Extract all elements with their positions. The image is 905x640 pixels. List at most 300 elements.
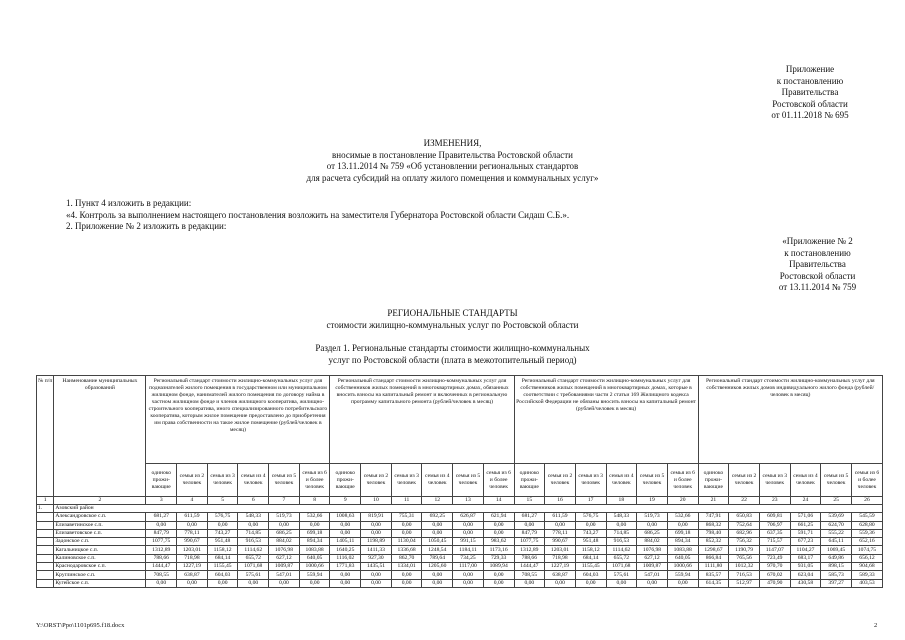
appendix-line: Приложение bbox=[785, 64, 835, 74]
value-cell: 991,15 bbox=[453, 538, 484, 546]
value-cell: 1050,45 bbox=[422, 538, 453, 546]
value-cell: 645,11 bbox=[821, 538, 852, 546]
value-cell: 640,05 bbox=[299, 554, 330, 562]
column-number: 2 bbox=[54, 497, 146, 505]
section-line: Раздел 1. Региональные стандарты стоимости жилищно-коммунальных bbox=[315, 343, 590, 353]
changes-line: вносимые в постановление Правительства Ростовской области bbox=[332, 149, 573, 160]
page-number: 2 bbox=[874, 622, 878, 629]
column-number: 18 bbox=[606, 497, 637, 505]
value-cell: 778,11 bbox=[177, 529, 208, 537]
value-cell: 576,75 bbox=[207, 513, 238, 521]
value-cell: 640,05 bbox=[667, 554, 698, 562]
value-cell: 548,33 bbox=[606, 513, 637, 521]
value-cell: 0,00 bbox=[667, 521, 698, 529]
value-cell: 931,05 bbox=[790, 563, 821, 571]
value-cell: 699,18 bbox=[667, 529, 698, 537]
value-cell: 1184,11 bbox=[453, 546, 484, 554]
value-cell: 0,00 bbox=[177, 579, 208, 587]
value-cell: 1248,54 bbox=[422, 546, 453, 554]
row-no-cell bbox=[37, 554, 54, 562]
value-cell: 1173,16 bbox=[483, 546, 514, 554]
value-cell: 756,32 bbox=[729, 538, 760, 546]
municipality-name: Краснодаровское с.п. bbox=[54, 563, 146, 571]
table-row bbox=[37, 521, 883, 529]
value-cell: 1009,87 bbox=[637, 563, 668, 571]
column-number: 20 bbox=[667, 497, 698, 505]
value-cell: 684,14 bbox=[575, 554, 606, 562]
value-cell: 1198,89 bbox=[361, 538, 392, 546]
section-heading bbox=[0, 342, 905, 366]
value-cell: 1298,67 bbox=[698, 546, 729, 554]
sub-header-cell: семья из 4 человек bbox=[422, 464, 453, 497]
value-cell: 547,01 bbox=[637, 571, 668, 579]
column-number: 1 bbox=[37, 497, 54, 505]
value-cell: 0,00 bbox=[637, 579, 668, 587]
value-cell: 0,00 bbox=[575, 521, 606, 529]
value-cell: 555,22 bbox=[821, 529, 852, 537]
value-cell: 743,27 bbox=[207, 529, 238, 537]
value-cell: 0,00 bbox=[453, 521, 484, 529]
value-cell: 0,00 bbox=[361, 529, 392, 537]
value-cell: 591,71 bbox=[790, 529, 821, 537]
appendix-line: Правительства bbox=[781, 87, 839, 97]
column-number: 13 bbox=[453, 497, 484, 505]
sub-header-cell: семья из 3 человек bbox=[575, 464, 606, 497]
value-cell: 470,90 bbox=[759, 579, 790, 587]
value-cell: 624,70 bbox=[821, 521, 852, 529]
value-cell: 970,70 bbox=[759, 563, 790, 571]
value-cell: 559,94 bbox=[667, 571, 698, 579]
value-cell: 1008,63 bbox=[330, 513, 361, 521]
value-cell: 718,98 bbox=[545, 554, 576, 562]
value-cell: 866,84 bbox=[698, 554, 729, 562]
changes-line: для расчета субсидий на оплату жилого помещения и коммунальных услуг» bbox=[306, 172, 599, 183]
value-cell: 1076,98 bbox=[637, 546, 668, 554]
sub-header-cell: семья из 2 человек bbox=[177, 464, 208, 497]
value-cell: 0,00 bbox=[207, 521, 238, 529]
column-number: 10 bbox=[361, 497, 392, 505]
value-cell: 951,48 bbox=[575, 538, 606, 546]
group-header-row bbox=[37, 376, 883, 464]
sub-header-cell: одиноко прожи-вающие bbox=[514, 464, 545, 497]
value-cell: 677,23 bbox=[790, 538, 821, 546]
municipality-name: Александровское с.п. bbox=[54, 513, 146, 521]
value-cell: 715,57 bbox=[759, 538, 790, 546]
value-cell: 397,27 bbox=[821, 579, 852, 587]
sub-header-cell: семья из 3 человек bbox=[759, 464, 790, 497]
table-row bbox=[37, 546, 883, 554]
value-cell: 1444,47 bbox=[514, 563, 545, 571]
value-cell: 0,00 bbox=[146, 521, 177, 529]
value-cell: 1077,75 bbox=[146, 538, 177, 546]
value-cell: 575,61 bbox=[238, 571, 269, 579]
sub-header-cell: семья из 2 человек bbox=[361, 464, 392, 497]
row-no-cell bbox=[37, 563, 54, 571]
column-number: 4 bbox=[177, 497, 208, 505]
value-cell: 661,25 bbox=[790, 521, 821, 529]
value-cell: 0,00 bbox=[422, 529, 453, 537]
value-cell: 539,69 bbox=[821, 513, 852, 521]
column-number: 19 bbox=[637, 497, 668, 505]
value-cell: 898,15 bbox=[821, 563, 852, 571]
value-cell: 1111,80 bbox=[698, 563, 729, 571]
table-row bbox=[37, 563, 883, 571]
value-cell: 1771,83 bbox=[330, 563, 361, 571]
value-cell: 708,55 bbox=[146, 571, 177, 579]
value-cell: 519,73 bbox=[637, 513, 668, 521]
value-cell: 904,68 bbox=[851, 563, 882, 571]
sub-header-row bbox=[37, 464, 883, 497]
value-cell: 1336,68 bbox=[391, 546, 422, 554]
value-cell: 532,66 bbox=[667, 513, 698, 521]
value-cell: 686,25 bbox=[269, 529, 300, 537]
value-cell: 706,97 bbox=[759, 521, 790, 529]
value-cell: 559,36 bbox=[851, 529, 882, 537]
column-number: 22 bbox=[729, 497, 760, 505]
value-cell: 983,62 bbox=[483, 538, 514, 546]
value-cell: 1190,79 bbox=[729, 546, 760, 554]
value-cell: 1083,88 bbox=[299, 546, 330, 554]
value-cell: 847,79 bbox=[514, 529, 545, 537]
value-cell: 559,94 bbox=[299, 571, 330, 579]
footer-path: Y:\ORST\Ppo\1101p695.f18.docx bbox=[36, 622, 125, 629]
value-cell: 884,02 bbox=[269, 538, 300, 546]
value-cell: 990,67 bbox=[545, 538, 576, 546]
value-cell: 0,00 bbox=[330, 521, 361, 529]
value-cell: 1069,45 bbox=[821, 546, 852, 554]
value-cell: 789,64 bbox=[422, 554, 453, 562]
value-cell: 512,97 bbox=[729, 579, 760, 587]
value-cell: 683,17 bbox=[790, 554, 821, 562]
appendix-line: к постановлению bbox=[776, 75, 844, 86]
column-number: 25 bbox=[821, 497, 852, 505]
value-cell: 589,33 bbox=[851, 571, 882, 579]
value-cell: 0,00 bbox=[453, 571, 484, 579]
value-cell: 609,81 bbox=[759, 513, 790, 521]
row-no-cell bbox=[37, 579, 54, 587]
value-cell: 1000,66 bbox=[667, 563, 698, 571]
sub-header-cell: семья из 5 человек bbox=[453, 464, 484, 497]
group-header: Региональный стандарт стоимости жилищно-коммунальных услуг для подназнателей жилого помещения в государственном или муниципальном жилищном фонде, нанимателей жилого помещения по договору найма в частном жилищном фонде и членов жилищного кооператива, жилищно-строительного кооператива, иного специализированного потребительского кооператива, которым жилое помещение предоставлено до приобретения им права собственности на такое жилое помещение (рублей/человек в месяц) bbox=[146, 376, 330, 464]
value-cell: 655,72 bbox=[606, 554, 637, 562]
column-number: 14 bbox=[483, 497, 514, 505]
row-no-cell bbox=[37, 571, 54, 579]
appendix2-line: от 13.11.2014 № 759 bbox=[778, 282, 857, 292]
header-name: Наименование муниципальных образований bbox=[54, 376, 146, 497]
column-number: 16 bbox=[545, 497, 576, 505]
column-number-row bbox=[37, 497, 883, 505]
value-cell: 0,00 bbox=[422, 521, 453, 529]
value-cell: 670,02 bbox=[759, 571, 790, 579]
value-cell: 0,00 bbox=[483, 571, 514, 579]
value-cell: 708,55 bbox=[514, 571, 545, 579]
value-cell: 692,25 bbox=[422, 513, 453, 521]
value-cell: 1155,45 bbox=[207, 563, 238, 571]
column-number: 24 bbox=[790, 497, 821, 505]
standards-subtitle: стоимости жилищно-коммунальных услуг по Ростовской области bbox=[326, 320, 579, 330]
value-cell: 0,00 bbox=[269, 579, 300, 587]
value-cell: 0,00 bbox=[422, 579, 453, 587]
appendix2-block bbox=[760, 236, 875, 294]
value-cell: 0,00 bbox=[330, 579, 361, 587]
value-cell: 611,59 bbox=[177, 513, 208, 521]
value-cell: 547,01 bbox=[269, 571, 300, 579]
value-cell: 1130,04 bbox=[391, 538, 422, 546]
standards-title: РЕГИОНАЛЬНЫЕ СТАНДАРТЫ bbox=[387, 308, 518, 318]
value-cell: 1334,01 bbox=[391, 563, 422, 571]
value-cell: 916,53 bbox=[238, 538, 269, 546]
value-cell: 626,87 bbox=[453, 513, 484, 521]
municipality-name: Кугейское с.п. bbox=[54, 579, 146, 587]
value-cell: 1444,47 bbox=[146, 563, 177, 571]
sub-header-cell: семья из 6 и более человек bbox=[667, 464, 698, 497]
header-no: № п/п bbox=[37, 376, 54, 497]
appendix2-line: «Приложение № 2 bbox=[782, 236, 853, 246]
value-cell: 927,30 bbox=[361, 554, 392, 562]
section-line: услуг по Ростовской области (плата в межотопительный период) bbox=[328, 355, 577, 365]
row-no-cell bbox=[37, 521, 54, 529]
sub-header-cell: семья из 6 и более человек bbox=[483, 464, 514, 497]
group-header: Региональный стандарт стоимости жилищно-коммунальных услуг для собственников жилых помещений в многоквартирных домах, обязанных вносить взносы на капитальный ремонт и включенных в региональную программу капитального ремонта (рублей/человек в месяц) bbox=[330, 376, 514, 464]
value-cell: 637,35 bbox=[759, 529, 790, 537]
value-cell: 575,61 bbox=[606, 571, 637, 579]
sub-header-cell: одиноко прожи-вающие bbox=[330, 464, 361, 497]
value-cell: 628,80 bbox=[851, 521, 882, 529]
value-cell: 0,00 bbox=[361, 521, 392, 529]
value-cell: 1116,02 bbox=[330, 554, 361, 562]
value-cell: 798,40 bbox=[698, 529, 729, 537]
value-cell: 430,58 bbox=[790, 579, 821, 587]
value-cell: 0,00 bbox=[330, 529, 361, 537]
column-number: 21 bbox=[698, 497, 729, 505]
value-cell: 614,35 bbox=[698, 579, 729, 587]
value-cell: 755,31 bbox=[391, 513, 422, 521]
sub-header-cell: семья из 5 человек bbox=[637, 464, 668, 497]
value-cell: 723,49 bbox=[759, 554, 790, 562]
appendix2-line: Правительства bbox=[789, 259, 846, 269]
changes-block bbox=[0, 138, 905, 184]
sub-header-cell: семья из 6 и более человек bbox=[851, 464, 882, 497]
row-no-cell bbox=[37, 513, 54, 521]
value-cell: 0,00 bbox=[483, 579, 514, 587]
value-cell: 0,00 bbox=[238, 579, 269, 587]
value-cell: 621,94 bbox=[483, 513, 514, 521]
value-cell: 682,96 bbox=[729, 529, 760, 537]
value-cell: 835,57 bbox=[698, 571, 729, 579]
value-cell: 519,73 bbox=[269, 513, 300, 521]
sub-header-cell: семья из 2 человек bbox=[729, 464, 760, 497]
value-cell: 1203,01 bbox=[545, 546, 576, 554]
row-no-cell bbox=[37, 529, 54, 537]
value-cell: 585,73 bbox=[821, 571, 852, 579]
value-cell: 652,16 bbox=[851, 538, 882, 546]
value-cell: 638,87 bbox=[177, 571, 208, 579]
value-cell: 1071,68 bbox=[606, 563, 637, 571]
table-row bbox=[37, 571, 883, 579]
value-cell: 1071,68 bbox=[238, 563, 269, 571]
value-cell: 0,00 bbox=[667, 579, 698, 587]
value-cell: 716,53 bbox=[729, 571, 760, 579]
value-cell: 571,06 bbox=[790, 513, 821, 521]
value-cell: 847,79 bbox=[146, 529, 177, 537]
value-cell: 1083,88 bbox=[667, 546, 698, 554]
district-no: 1. bbox=[37, 505, 54, 513]
column-number: 7 bbox=[269, 497, 300, 505]
value-cell: 681,27 bbox=[146, 513, 177, 521]
value-cell: 1089,94 bbox=[483, 563, 514, 571]
value-cell: 576,75 bbox=[575, 513, 606, 521]
value-cell: 951,48 bbox=[207, 538, 238, 546]
changes-line: от 13.11.2014 № 759 «Об установлении региональных стандартов bbox=[326, 161, 579, 171]
value-cell: 0,00 bbox=[299, 579, 330, 587]
value-cell: 649,86 bbox=[821, 554, 852, 562]
value-cell: 788,66 bbox=[146, 554, 177, 562]
column-number: 9 bbox=[330, 497, 361, 505]
value-cell: 0,00 bbox=[269, 521, 300, 529]
value-cell: 1640,25 bbox=[330, 546, 361, 554]
value-cell: 611,59 bbox=[545, 513, 576, 521]
value-cell: 788,66 bbox=[514, 554, 545, 562]
value-cell: 0,00 bbox=[391, 579, 422, 587]
value-cell: 1435,51 bbox=[361, 563, 392, 571]
value-cell: 0,00 bbox=[391, 529, 422, 537]
column-number: 23 bbox=[759, 497, 790, 505]
value-cell: 0,00 bbox=[514, 579, 545, 587]
value-cell: 1158,12 bbox=[575, 546, 606, 554]
value-cell: 681,27 bbox=[514, 513, 545, 521]
value-cell: 1312,89 bbox=[146, 546, 177, 554]
group-header: Региональный стандарт стоимости жилищно-коммунальных услуг для собственников жилых помещений в многоквартирных домах, которые в соответствии с требованиями части 2 статьи 169 Жилищного кодекса Российской Федерации не обязаны вносить взносы на капитальный ремонт (рублей/человек в месяц) bbox=[514, 376, 698, 464]
appendix-line: Ростовской области bbox=[772, 98, 848, 109]
value-cell: 752,64 bbox=[729, 521, 760, 529]
value-cell: 1009,87 bbox=[269, 563, 300, 571]
value-cell: 0,00 bbox=[483, 529, 514, 537]
value-cell: 1155,45 bbox=[575, 563, 606, 571]
value-cell: 655,72 bbox=[238, 554, 269, 562]
district-name: Азовский район bbox=[54, 505, 883, 513]
value-cell: 0,00 bbox=[575, 579, 606, 587]
value-cell: 650,83 bbox=[729, 513, 760, 521]
value-cell: 0,00 bbox=[146, 579, 177, 587]
municipality-name: Елизаветинское с.п. bbox=[54, 521, 146, 529]
value-cell: 718,98 bbox=[177, 554, 208, 562]
standards-table bbox=[36, 375, 883, 588]
value-cell: 1405,11 bbox=[330, 538, 361, 546]
value-cell: 765,56 bbox=[729, 554, 760, 562]
value-cell: 0,00 bbox=[330, 571, 361, 579]
value-cell: 1147,07 bbox=[759, 546, 790, 554]
value-cell: 734,25 bbox=[453, 554, 484, 562]
value-cell: 1312,89 bbox=[514, 546, 545, 554]
row-no-cell bbox=[37, 538, 54, 546]
value-cell: 1104,27 bbox=[790, 546, 821, 554]
sub-header-cell: одиноко прожи-вающие bbox=[698, 464, 729, 497]
municipality-name: Калиновское с.п. bbox=[54, 554, 146, 562]
item-2: 2. Приложение № 2 изложить в редакции: bbox=[66, 221, 227, 231]
municipality-name: Елизаветовское с.п. bbox=[54, 529, 146, 537]
value-cell: 0,00 bbox=[453, 529, 484, 537]
value-cell: 778,11 bbox=[545, 529, 576, 537]
appendix2-line: к постановлению bbox=[784, 247, 851, 258]
value-cell: 699,18 bbox=[299, 529, 330, 537]
item-quote: «4. Контроль за выполнением настоящего постановления возложить на заместителя Губернатора Ростовской области Сидаш С.Б.». bbox=[66, 210, 570, 220]
value-cell: 1227,19 bbox=[545, 563, 576, 571]
value-cell: 627,12 bbox=[269, 554, 300, 562]
value-cell: 0,00 bbox=[177, 521, 208, 529]
value-cell: 403,53 bbox=[851, 579, 882, 587]
value-cell: 1411,33 bbox=[361, 546, 392, 554]
table-row bbox=[37, 579, 883, 587]
value-cell: 916,53 bbox=[606, 538, 637, 546]
municipality-name: Кагальницкое с.п. bbox=[54, 546, 146, 554]
value-cell: 0,00 bbox=[361, 571, 392, 579]
value-cell: 0,00 bbox=[299, 521, 330, 529]
item-1: 1. Пункт 4 изложить в редакции: bbox=[66, 198, 192, 208]
value-cell: 1205,60 bbox=[422, 563, 453, 571]
municipality-name: Круглинское с.п. bbox=[54, 571, 146, 579]
value-cell: 1158,12 bbox=[207, 546, 238, 554]
municipality-name: Задонское с.п. bbox=[54, 538, 146, 546]
value-cell: 1000,66 bbox=[299, 563, 330, 571]
value-cell: 638,87 bbox=[545, 571, 576, 579]
value-cell: 0,00 bbox=[483, 521, 514, 529]
value-cell: 0,00 bbox=[545, 579, 576, 587]
value-cell: 532,66 bbox=[299, 513, 330, 521]
table-row bbox=[37, 529, 883, 537]
column-number: 17 bbox=[575, 497, 606, 505]
column-number: 6 bbox=[238, 497, 269, 505]
value-cell: 1227,19 bbox=[177, 563, 208, 571]
value-cell: 714,85 bbox=[238, 529, 269, 537]
value-cell: 604,03 bbox=[207, 571, 238, 579]
sub-header-cell: семья из 5 человек bbox=[821, 464, 852, 497]
value-cell: 0,00 bbox=[453, 579, 484, 587]
appendix-block bbox=[745, 64, 875, 122]
value-cell: 1117,00 bbox=[453, 563, 484, 571]
value-cell: 627,12 bbox=[637, 554, 668, 562]
value-cell: 1076,98 bbox=[269, 546, 300, 554]
value-cell: 819,91 bbox=[361, 513, 392, 521]
value-cell: 0,00 bbox=[514, 521, 545, 529]
column-number: 15 bbox=[514, 497, 545, 505]
value-cell: 656,12 bbox=[851, 554, 882, 562]
value-cell: 729,33 bbox=[483, 554, 514, 562]
value-cell: 852,32 bbox=[698, 538, 729, 546]
value-cell: 714,85 bbox=[606, 529, 637, 537]
sub-header-cell: семья из 3 человек bbox=[391, 464, 422, 497]
value-cell: 0,00 bbox=[207, 579, 238, 587]
value-cell: 1077,75 bbox=[514, 538, 545, 546]
value-cell: 0,00 bbox=[391, 571, 422, 579]
sub-header-cell: семья из 3 человек bbox=[207, 464, 238, 497]
table-row bbox=[37, 538, 883, 546]
value-cell: 0,00 bbox=[545, 521, 576, 529]
sub-header-cell: одиноко прожи-вающие bbox=[146, 464, 177, 497]
table-row bbox=[37, 554, 883, 562]
value-cell: 743,27 bbox=[575, 529, 606, 537]
table-row bbox=[37, 513, 883, 521]
column-number: 8 bbox=[299, 497, 330, 505]
value-cell: 1074,75 bbox=[851, 546, 882, 554]
sub-header-cell: семья из 6 и более человек bbox=[299, 464, 330, 497]
value-cell: 747,91 bbox=[698, 513, 729, 521]
column-number: 3 bbox=[146, 497, 177, 505]
value-cell: 0,00 bbox=[637, 521, 668, 529]
appendix2-line: Ростовской области bbox=[779, 270, 856, 281]
value-cell: 604,03 bbox=[575, 571, 606, 579]
value-cell: 623,04 bbox=[790, 571, 821, 579]
column-number: 5 bbox=[207, 497, 238, 505]
